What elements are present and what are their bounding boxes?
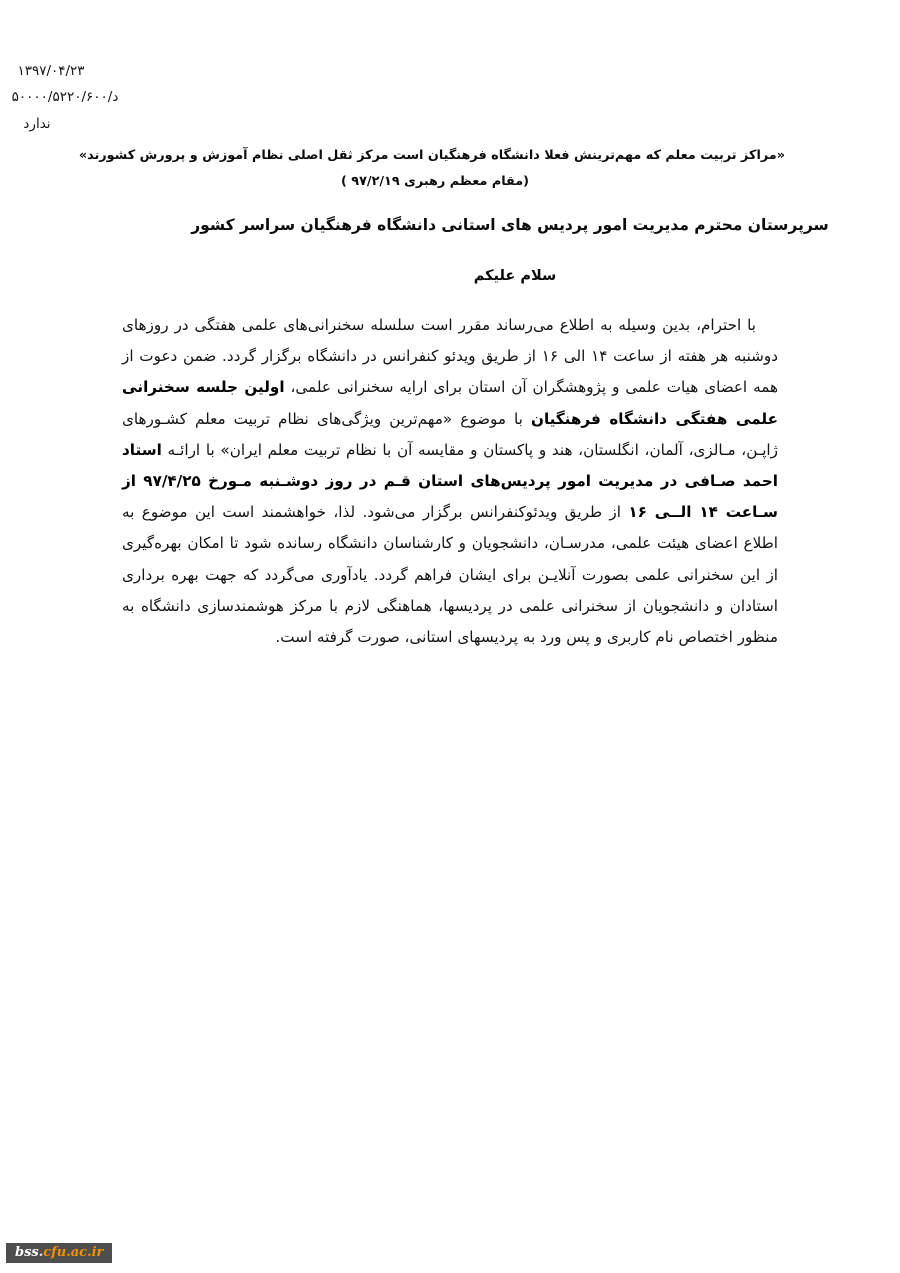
body-paragraph <box>122 310 778 653</box>
body-segment-2: با موضوع «مهم‌ترین ویژگی‌های نظام تربیت معلم کشـورهای ژاپـن، مـالزی، آلمان، انگلستان، هند و پاکستان و مقایسه آن با نظام تربیت معلم ایران» با ارائـه <box>122 409 778 459</box>
body-bold-lecture-title: اولین جلسه سخنرانی علمی هفتگی دانشگاه فرهنگیان <box>122 378 778 428</box>
greeting-line: سلام علیکم <box>473 268 557 284</box>
watermark-prefix: bss <box>15 1245 39 1260</box>
watermark-separator: . <box>38 1245 44 1260</box>
leader-quotation <box>78 146 785 190</box>
letter-number: د/۵۰۰۰۰/۵۲۲۰/۶۰۰ <box>11 89 119 106</box>
quotation-attribution: (مقام معظم رهبری ۹۷/۲/۱۹ ) <box>340 174 530 190</box>
watermark-domain: cfu.ac.ir <box>43 1245 104 1260</box>
addressee-line: سرپرستان محترم مدیریت امور پردیس های استانی دانشگاه فرهنگیان سراسر کشور <box>191 216 829 234</box>
quotation-text: «مراکز تربیت معلم که مهم‌ترینش فعلا دانشگاه فرهنگیان است مرکز ثقل اصلی نظام آموزش و پرورش کشورند» <box>78 148 785 163</box>
body-bold-speaker-and-time: استاد احمد صـافی در مدیریت امور پردیس‌های استان قـم در روز دوشـنبه مـورخ ۹۷/۴/۲۵ از سـاعت ۱۴ الــی ۱۶ <box>122 440 778 522</box>
body-segment-3: از طریق ویدئوکنفرانس برگزار می‌شود. لذا، خواهشمند است این موضوع به اطلاع اعضای هیئت علمی، مدرسـان، دانشجویان و کارشناسان دانشگاه رسانده شود تا امکان بهره‌گیری از این سخنرانی علمی بصورت آنلایـن برای ایشان فراهم گردد. یادآوری می‌گردد که جهت بهره برداری استادان و دانشجویان از سخنرانی علمی در پردیسها، هماهنگی لازم با مرکز هوشمندسازی دانشگاه به منظور اختصاص نام کاربری و پس ورد به پردیسهای استانی، صورت گرفته است. <box>122 503 778 647</box>
letter-body <box>122 310 778 653</box>
body-segment-1: با احترام، بدین وسیله به اطلاع می‌رساند مقرر است سلسله سخنرانی‌های علمی هفتگی در روزهای دوشنبه هر هفته از ساعت ۱۴ الی ۱۶ از طریق ویدئو کنفرانس در دانشگاه برگزار گردد. ضمن دعوت از همه اعضای هیات علمی و پژوهشگران آن استان برای ارایه سخنرانی علمی، <box>122 316 778 397</box>
letter-header-meta <box>0 58 190 137</box>
letter-attachment: ندارد <box>23 115 51 132</box>
site-watermark <box>6 1243 112 1263</box>
letter-date: ۱۳۹۷/۰۴/۲۳ <box>17 63 85 79</box>
